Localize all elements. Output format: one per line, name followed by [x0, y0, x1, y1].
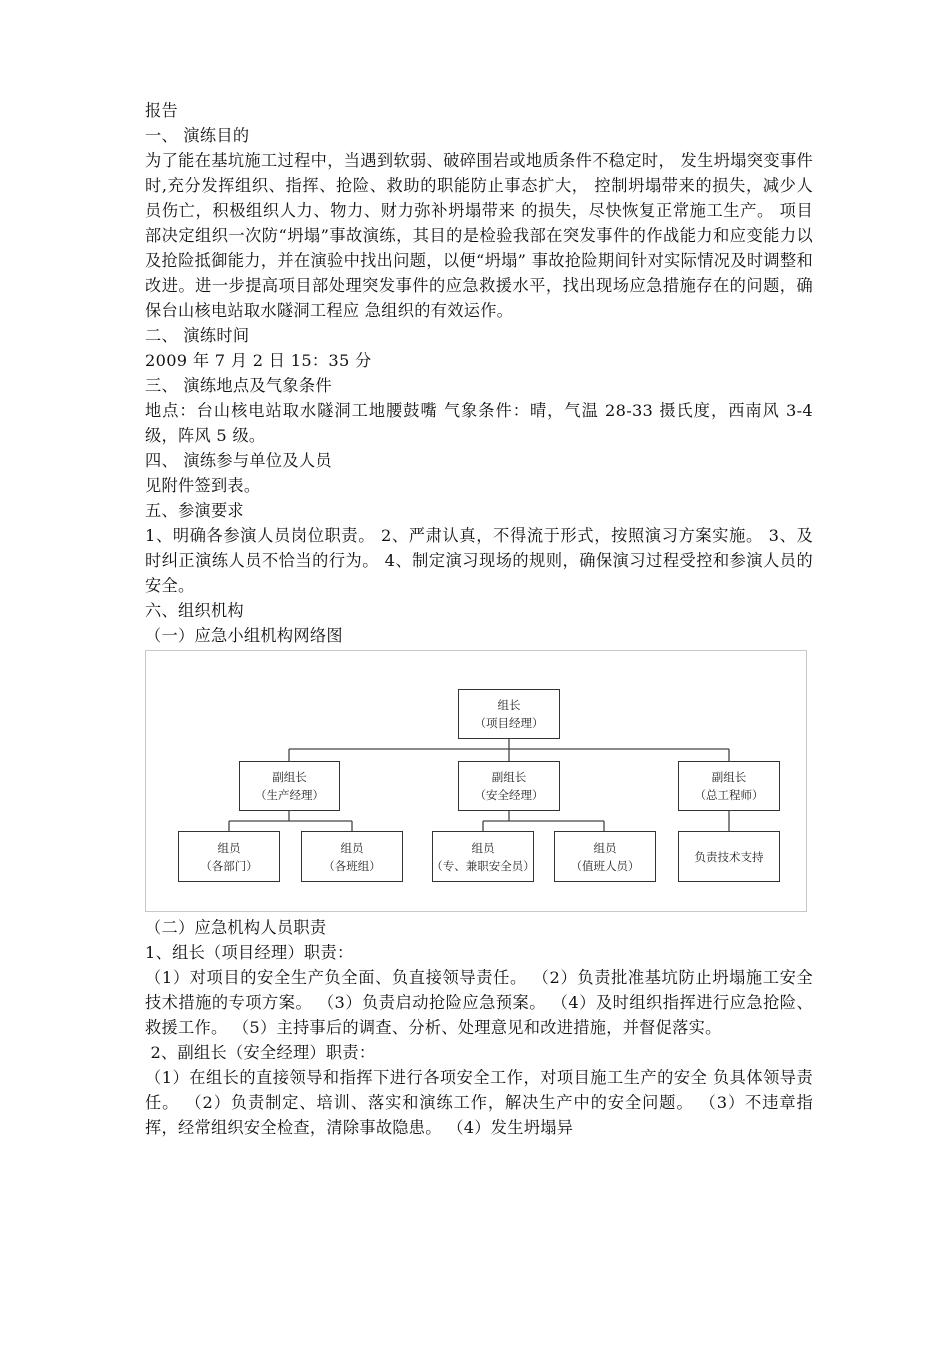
section-5-heading: 五、参演要求 — [145, 501, 244, 520]
section-2-body: 2009 年 7 月 2 日 15：35 分 — [145, 351, 372, 370]
section-1-body: 为了能在基坑施工过程中，当遇到软弱、破碎围岩或地质条件不稳定时， 发生坍塌突变事件时,充分发挥组织、指挥、抢险、救助的职能防止事态扩大， 控制坍塌带来的损失，减少人员伤亡，积极组织人力、物力、财力弥补坍塌带来 的损失，尽快恢复正常施工生产。 项目部决定组织一次防“坍塌”事故演练，其目的是检验我部在突发事件的作战能力和应变能力以及抢险抵御能力，并在演验中找出问题，以便“坍塌” 事故抢险期间针对实际情况及时调整和改进。进一步提高项目部处理突发事件的应急救援水平，找出现场应急措施存在的问题，确保台山核电站取水隧洞工程应 急组织的有效运作。 — [145, 151, 813, 320]
section-3-heading: 三、 演练地点及气象条件 — [145, 376, 332, 395]
org-leader-role: （项目经理） — [474, 716, 544, 730]
org-box-member-safety — [432, 831, 534, 882]
org-member-safety-title: 组员 — [471, 840, 495, 855]
org-box-deputy-production — [239, 761, 340, 811]
responsibility-2-heading: 2、副组长（安全经理）职责： — [145, 1043, 376, 1062]
section-6-heading: 六、组织机构 — [145, 601, 244, 620]
section-4-heading: 四、 演练参与单位及人员 — [145, 451, 332, 470]
org-member-teams-role: （各班组） — [323, 858, 381, 873]
document-page — [145, 98, 813, 1140]
org-tech-support-title: 负责技术支持 — [694, 849, 764, 864]
org-leader-title: 组长 — [497, 698, 521, 712]
org-box-tech-support — [678, 831, 780, 882]
org-box-leader — [458, 689, 560, 739]
section-5-body: 1、明确各参演人员岗位职责。 2、严肃认真，不得流于形式，按照演习方案实施。 3、及时纠正演练人员不恰当的行为。 4、制定演习现场的规则，确保演习过程受控和参演人员的安全。 — [145, 526, 813, 595]
org-member-departments-title: 组员 — [217, 840, 241, 855]
org-deputy-engineer-role: （总工程师） — [694, 788, 764, 802]
org-member-safety-role: （专、兼职安全员） — [431, 858, 535, 873]
responsibility-1-heading: 1、组长（项目经理）职责： — [145, 943, 354, 962]
section-3-body: 地点：台山核电站取水隧洞工地腰鼓嘴 气象条件：晴，气温 28-33 摄氏度，西南风 3-4 级，阵风 5 级。 — [145, 401, 813, 445]
org-box-member-duty — [554, 831, 656, 882]
responsibility-1-body: （1）对项目的安全生产负全面、负直接领导责任。 （2）负责批准基坑防止坍塌施工安全技术措施的专项方案。 （3）负责启动抢险应急预案。 （4）及时组织指挥进行应急抢险、救援工作。 （5）主持事后的调查、分析、处理意见和改进措施，并督促落实。 — [145, 968, 813, 1037]
section-6-subheading-2: （二）应急机构人员职责 — [145, 918, 327, 937]
org-deputy-safety-role: （安全经理） — [474, 788, 544, 802]
org-deputy-production-title: 副组长 — [272, 770, 307, 784]
section-4-body: 见附件签到表。 — [145, 476, 261, 495]
org-deputy-safety-title: 副组长 — [491, 770, 527, 784]
org-deputy-production-role: （生产经理） — [255, 788, 324, 802]
org-box-member-teams — [301, 831, 403, 882]
responsibility-2-body: （1）在组长的直接领导和指挥下进行各项安全工作，对项目施工生产的安全 负具体领导责任。 （2）负责制定、培训、落实和演练工作，解决生产中的安全问题。 （3）不违章指挥，经常组织安全检查，清除事故隐患。 （4）发生坍塌异 — [145, 1068, 813, 1137]
org-deputy-engineer-title: 副组长 — [711, 770, 747, 784]
section-1-heading: 一、 演练目的 — [145, 126, 250, 145]
org-member-duty-title: 组员 — [593, 840, 617, 855]
section-6-subheading-1: （一）应急小组机构网络图 — [145, 626, 343, 645]
org-box-deputy-safety — [458, 761, 560, 811]
org-box-member-departments — [178, 831, 280, 882]
org-member-departments-role: （各部门） — [200, 858, 258, 873]
org-chart — [145, 650, 807, 912]
section-2-heading: 二、 演练时间 — [145, 326, 250, 345]
org-box-deputy-engineer — [678, 761, 780, 811]
report-title: 报告 — [145, 101, 178, 120]
org-member-teams-title: 组员 — [340, 840, 364, 855]
org-member-duty-role: （值班人员） — [570, 858, 640, 873]
